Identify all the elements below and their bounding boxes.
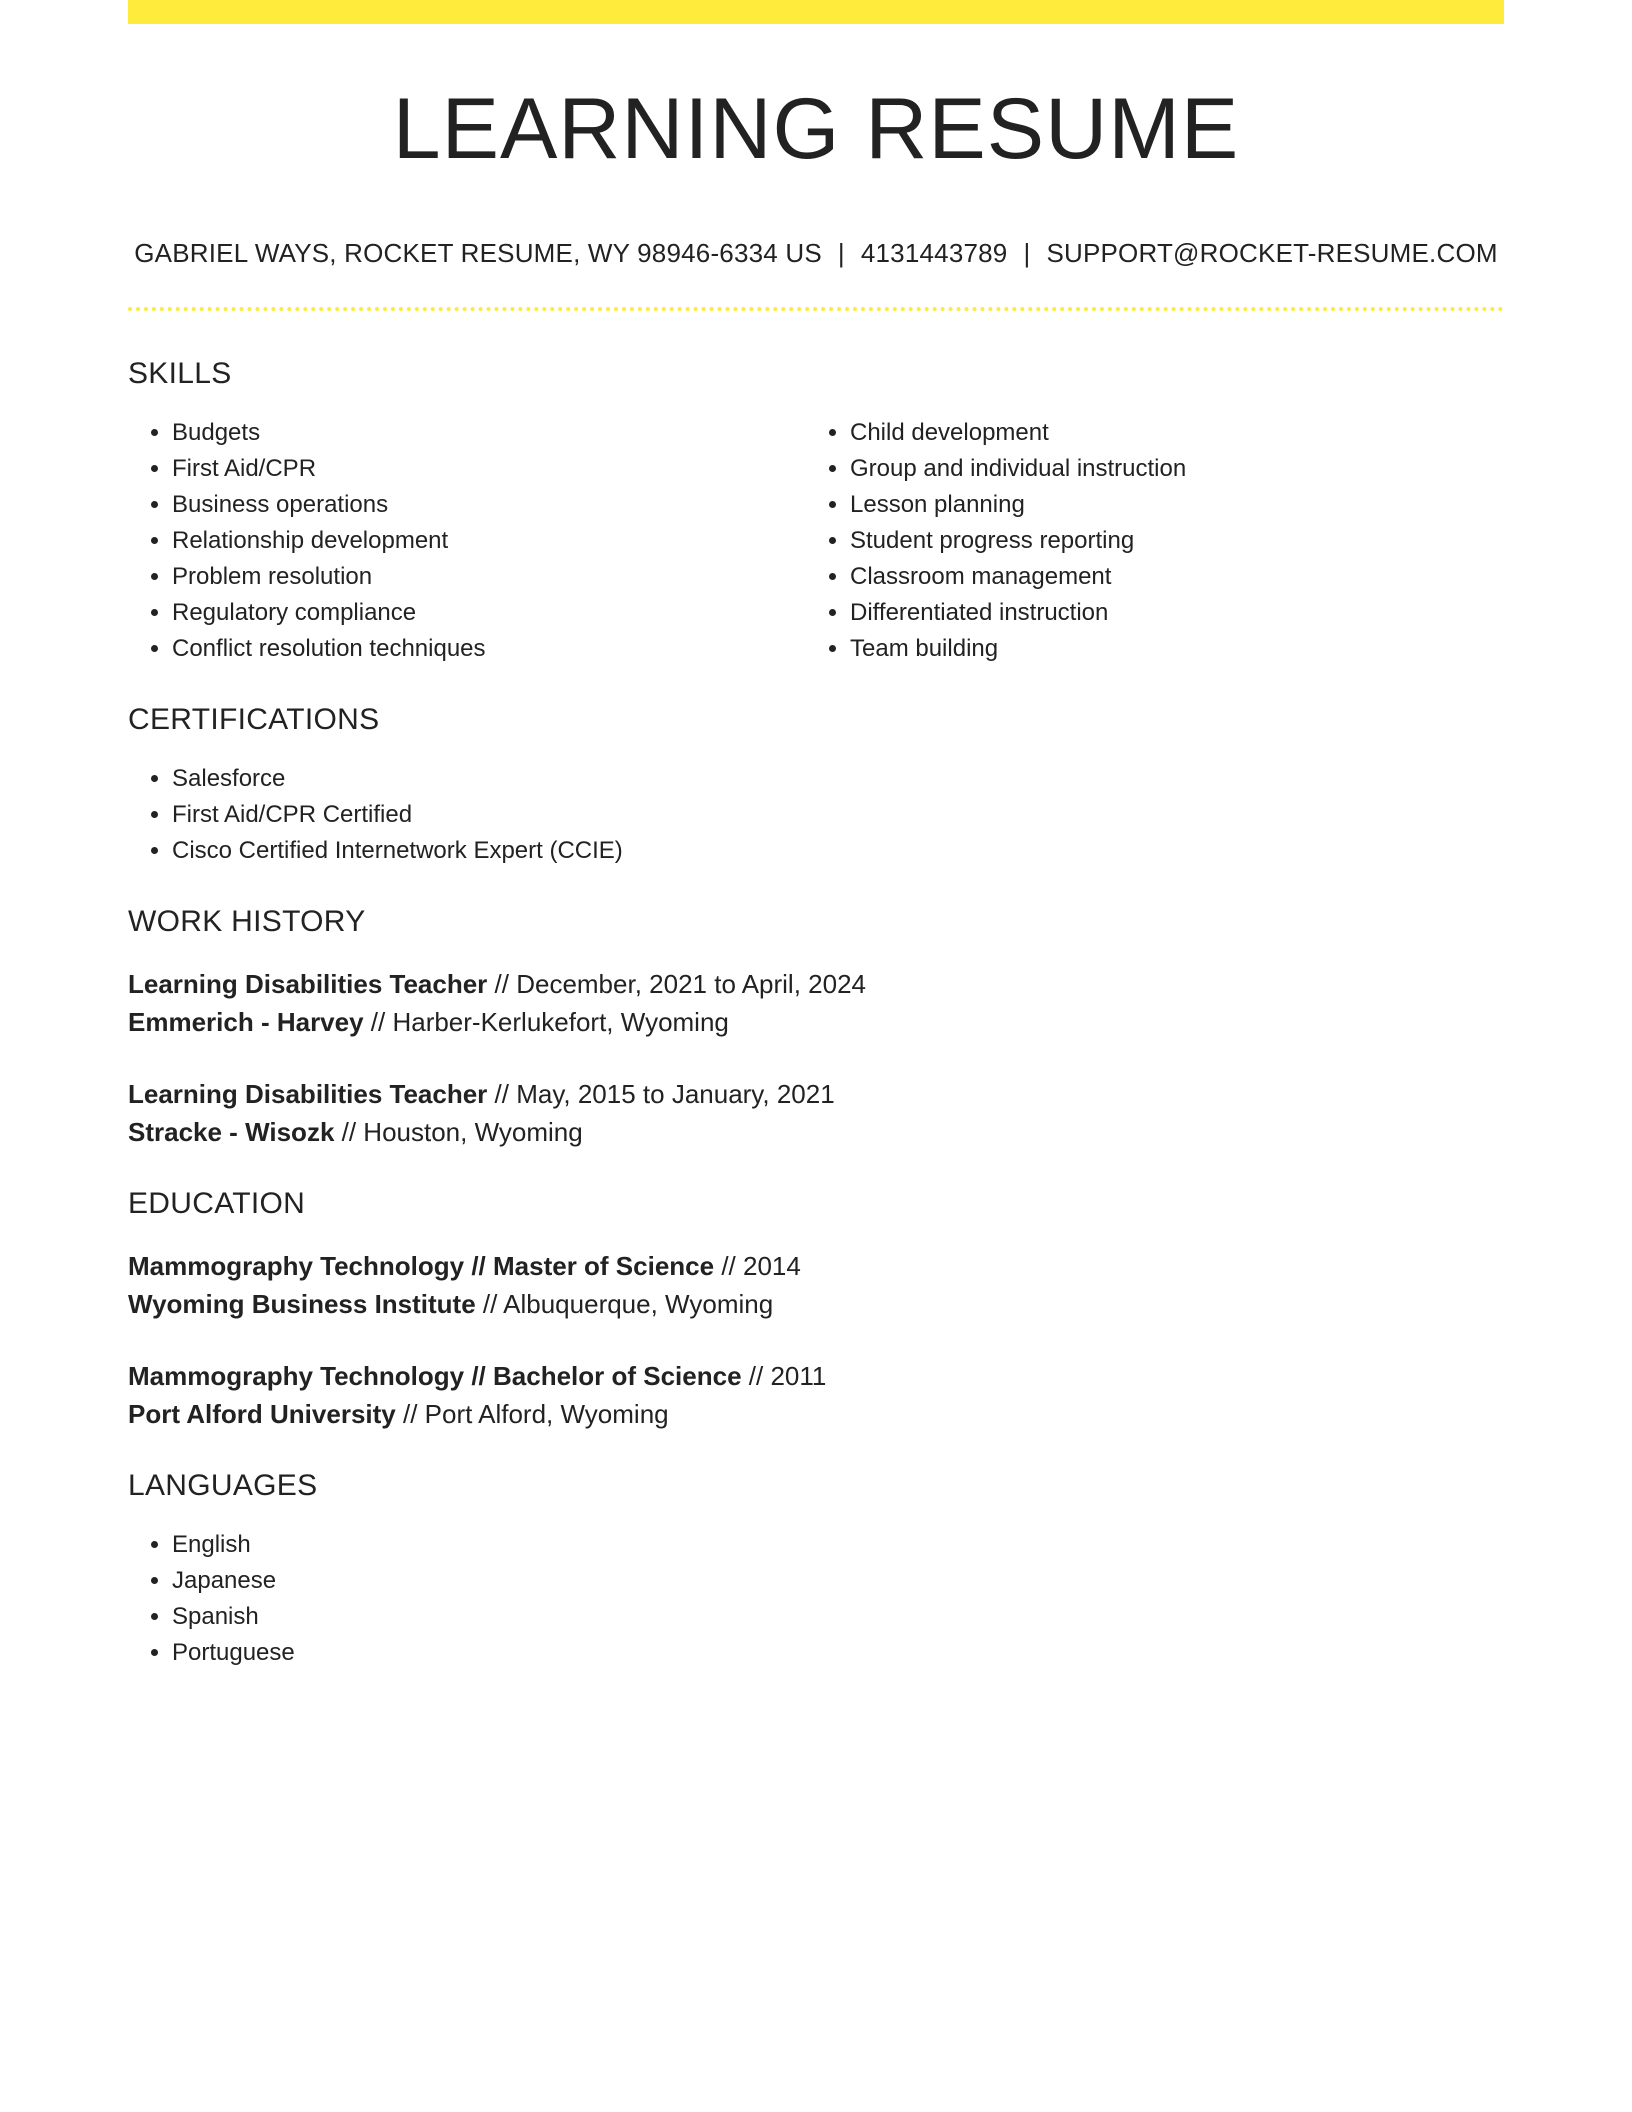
work-role: Learning Disabilities Teacher bbox=[128, 969, 488, 1000]
skill-item: • Classroom management bbox=[850, 559, 1484, 595]
accent-top-bar bbox=[128, 0, 1504, 24]
skills-heading: SKILLS bbox=[128, 357, 232, 391]
skills-column-right bbox=[806, 415, 1484, 667]
education-school: Port Alford University bbox=[128, 1399, 396, 1430]
languages-list bbox=[128, 1527, 1504, 1671]
work-entry bbox=[128, 965, 1504, 1041]
education-entries bbox=[128, 1247, 1504, 1433]
certifications-list bbox=[128, 761, 1504, 869]
skill-item: • Problem resolution bbox=[172, 559, 806, 595]
dotted-divider bbox=[128, 307, 1504, 311]
skills-column-left bbox=[128, 415, 806, 667]
education-school-line bbox=[128, 1285, 1504, 1323]
skill-item: • Regulatory compliance bbox=[172, 595, 806, 631]
contact-email: SUPPORT@ROCKET-RESUME.COM bbox=[1046, 238, 1498, 268]
skill-item: • Conflict resolution techniques bbox=[172, 631, 806, 667]
work-entry-employer-line bbox=[128, 1003, 1504, 1041]
language-item: • Japanese bbox=[172, 1563, 1504, 1599]
skill-item: • Group and individual instruction bbox=[850, 451, 1484, 487]
education-school: Wyoming Business Institute bbox=[128, 1289, 476, 1320]
work-dates: // May, 2015 to January, 2021 bbox=[487, 1079, 835, 1110]
work-history-heading: WORK HISTORY bbox=[128, 905, 366, 939]
education-year: // 2011 bbox=[741, 1361, 827, 1392]
education-heading: EDUCATION bbox=[128, 1187, 306, 1221]
education-degree: Mammography Technology // Master of Science bbox=[128, 1251, 715, 1282]
contact-line bbox=[128, 238, 1504, 269]
work-entry-role-line bbox=[128, 965, 1504, 1003]
contact-phone: 4131443789 bbox=[860, 238, 1008, 268]
work-history-entries bbox=[128, 965, 1504, 1151]
language-item: • Portuguese bbox=[172, 1635, 1504, 1671]
work-employer: Stracke - Wisozk bbox=[128, 1117, 335, 1148]
education-degree-line bbox=[128, 1247, 1504, 1285]
contact-address: GABRIEL WAYS, ROCKET RESUME, WY 98946-6334 US bbox=[134, 238, 822, 268]
education-location: // Port Alford, Wyoming bbox=[395, 1399, 669, 1430]
certification-item: • Cisco Certified Internetwork Expert (CCIE) bbox=[172, 833, 1504, 869]
work-dates: // December, 2021 to April, 2024 bbox=[487, 969, 866, 1000]
work-employer: Emmerich - Harvey bbox=[128, 1007, 364, 1038]
skill-item: • Business operations bbox=[172, 487, 806, 523]
skill-item: • Team building bbox=[850, 631, 1484, 667]
education-degree: Mammography Technology // Bachelor of Science bbox=[128, 1361, 742, 1392]
skill-item: • Child development bbox=[850, 415, 1484, 451]
skills-list-left bbox=[128, 415, 806, 667]
resume-page bbox=[128, 0, 1504, 1671]
skill-item: • Relationship development bbox=[172, 523, 806, 559]
skill-item: • Budgets bbox=[172, 415, 806, 451]
contact-separator: | bbox=[1023, 238, 1031, 268]
work-location: // Harber-Kerlukefort, Wyoming bbox=[363, 1007, 729, 1038]
work-entry-employer-line bbox=[128, 1113, 1504, 1151]
languages-heading: LANGUAGES bbox=[128, 1469, 318, 1503]
certification-item: • Salesforce bbox=[172, 761, 1504, 797]
skill-item: • Student progress reporting bbox=[850, 523, 1484, 559]
work-role: Learning Disabilities Teacher bbox=[128, 1079, 488, 1110]
language-item: • English bbox=[172, 1527, 1504, 1563]
work-entry-role-line bbox=[128, 1075, 1504, 1113]
contact-separator: | bbox=[837, 238, 845, 268]
education-degree-line bbox=[128, 1357, 1504, 1395]
certification-item: • First Aid/CPR Certified bbox=[172, 797, 1504, 833]
work-entry bbox=[128, 1075, 1504, 1151]
education-location: // Albuquerque, Wyoming bbox=[475, 1289, 774, 1320]
resume-title: LEARNING RESUME bbox=[392, 81, 1240, 177]
skill-item: • First Aid/CPR bbox=[172, 451, 806, 487]
work-location: // Houston, Wyoming bbox=[334, 1117, 583, 1148]
skills-list-right bbox=[806, 415, 1484, 667]
certifications-heading: CERTIFICATIONS bbox=[128, 703, 380, 737]
education-entry bbox=[128, 1357, 1504, 1433]
education-entry bbox=[128, 1247, 1504, 1323]
skills-grid bbox=[128, 415, 1504, 667]
language-item: • Spanish bbox=[172, 1599, 1504, 1635]
skill-item: • Differentiated instruction bbox=[850, 595, 1484, 631]
education-year: // 2014 bbox=[714, 1251, 801, 1282]
education-school-line bbox=[128, 1395, 1504, 1433]
skill-item: • Lesson planning bbox=[850, 487, 1484, 523]
